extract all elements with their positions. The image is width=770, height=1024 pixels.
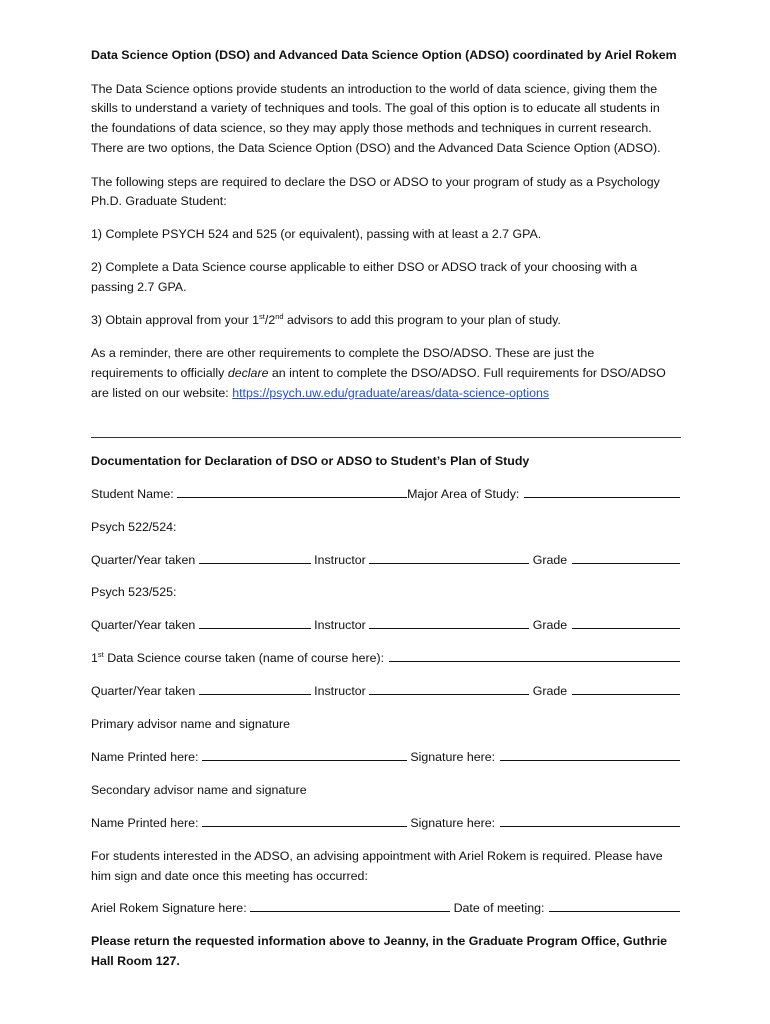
website-link[interactable]: https://psych.uw.edu/graduate/areas/data-science-options	[232, 386, 550, 400]
secondary-advisor-row	[91, 813, 681, 833]
quarter-label: Quarter/Year taken	[91, 684, 196, 698]
rokem-row	[91, 898, 681, 918]
intro-line: The Data Science options provide students an introduction to the world of data science, giving them the	[91, 82, 658, 96]
ds-course-label	[91, 648, 384, 668]
primary-advisor-row	[91, 747, 681, 767]
step-3	[91, 310, 561, 330]
reminder-line	[91, 383, 549, 403]
psych-523-525-label: Psych 523/525:	[91, 585, 177, 599]
instructor-field[interactable]	[369, 682, 529, 695]
adso-note-line: For students interested in the ADSO, an advising appointment with Ariel Rokem is required. Please have	[91, 849, 663, 863]
student-row	[91, 484, 681, 504]
quarter-label: Quarter/Year taken	[91, 553, 196, 567]
superscript: st	[259, 312, 265, 321]
adso-note-line: him sign and date once this meeting has occurred:	[91, 869, 368, 883]
emphasis-declare: declare	[227, 366, 269, 380]
ds-course-text: 1	[91, 651, 98, 665]
step-1: 1) Complete PSYCH 524 and 525 (or equivalent), passing with at least a 2.7 GPA.	[91, 227, 542, 241]
document-title: Data Science Option (DSO) and Advanced Data Science Option (ADSO) coordinated by Ariel Rokem	[91, 48, 677, 62]
instructor-label: Instructor	[314, 684, 366, 698]
date-of-meeting-field[interactable]	[549, 899, 680, 912]
reminder-text: an intent to complete the DSO/ADSO. Full requirements for DSO/ADSO	[268, 366, 666, 380]
step-3-text: /2	[264, 313, 276, 327]
student-name-label: Student Name:	[91, 487, 174, 501]
return-instructions-line: Hall Room 127.	[91, 954, 180, 968]
quarter-field[interactable]	[199, 551, 311, 564]
instructor-field[interactable]	[369, 616, 529, 629]
steps-intro-line: Ph.D. Graduate Student:	[91, 194, 227, 208]
course-row-3	[91, 681, 681, 701]
step-3-text: 3) Obtain approval from your 1	[91, 313, 260, 327]
course-row-2	[91, 615, 681, 635]
quarter-label: Quarter/Year taken	[91, 618, 196, 632]
rokem-signature-field[interactable]	[250, 899, 450, 912]
major-field[interactable]	[524, 485, 680, 498]
intro-line: There are two options, the Data Science Option (DSO) and the Advanced Data Science Option (ADSO).	[91, 141, 661, 155]
step-3-text: advisors to add this program to your plan of study.	[283, 313, 561, 327]
rokem-signature-label: Ariel Rokem Signature here:	[91, 901, 247, 915]
form-heading: Documentation for Declaration of DSO or ADSO to Student’s Plan of Study	[91, 454, 530, 468]
date-of-meeting-label: Date of meeting:	[453, 901, 545, 915]
grade-field[interactable]	[572, 551, 680, 564]
section-divider	[91, 437, 681, 438]
grade-label: Grade	[532, 553, 568, 567]
grade-field[interactable]	[572, 616, 680, 629]
signature-label: Signature here:	[410, 816, 496, 830]
primary-signature-field[interactable]	[500, 748, 680, 761]
intro-line: skills to understand a variety of techniques and tools. The goal of this option is to educate all students in	[91, 101, 660, 115]
instructor-label: Instructor	[314, 618, 366, 632]
grade-field[interactable]	[572, 682, 680, 695]
return-instructions-line: Please return the requested information above to Jeanny, in the Graduate Program Office, Guthrie	[91, 934, 668, 948]
reminder-text: are listed on our website:	[91, 386, 233, 400]
intro-line: the foundations of data science, so they may apply those methods and techniques in current research.	[91, 121, 652, 135]
grade-label: Grade	[532, 684, 568, 698]
psych-522-524-label: Psych 522/524:	[91, 520, 177, 534]
signature-label: Signature here:	[410, 750, 496, 764]
instructor-label: Instructor	[314, 553, 366, 567]
student-name-field[interactable]	[177, 485, 407, 498]
primary-advisor-label: Primary advisor name and signature	[91, 717, 291, 731]
quarter-field[interactable]	[199, 616, 311, 629]
superscript: st	[97, 650, 104, 659]
reminder-line: As a reminder, there are other requirements to complete the DSO/ADSO. These are just the	[91, 346, 595, 360]
superscript: nd	[275, 312, 284, 321]
quarter-field[interactable]	[199, 682, 311, 695]
step-2-line: 2) Complete a Data Science course applicable to either DSO or ADSO track of your choosing with a	[91, 260, 638, 274]
secondary-advisor-label: Secondary advisor name and signature	[91, 783, 307, 797]
ds-course-field[interactable]	[389, 649, 680, 662]
instructor-field[interactable]	[369, 551, 529, 564]
secondary-signature-field[interactable]	[500, 814, 680, 827]
primary-name-field[interactable]	[202, 748, 407, 761]
ds-course-row	[91, 648, 681, 668]
major-label: Major Area of Study:	[407, 487, 520, 501]
grade-label: Grade	[532, 618, 568, 632]
step-2-line: passing 2.7 GPA.	[91, 280, 187, 294]
name-printed-label: Name Printed here:	[91, 750, 199, 764]
ds-course-text: Data Science course taken (name of course here):	[103, 651, 385, 665]
secondary-name-field[interactable]	[202, 814, 407, 827]
name-printed-label: Name Printed here:	[91, 816, 199, 830]
course-row-1	[91, 550, 681, 570]
reminder-line	[91, 363, 666, 383]
steps-intro-line: The following steps are required to declare the DSO or ADSO to your program of study as a Psychology	[91, 175, 660, 189]
reminder-text: requirements to officially	[91, 366, 228, 380]
